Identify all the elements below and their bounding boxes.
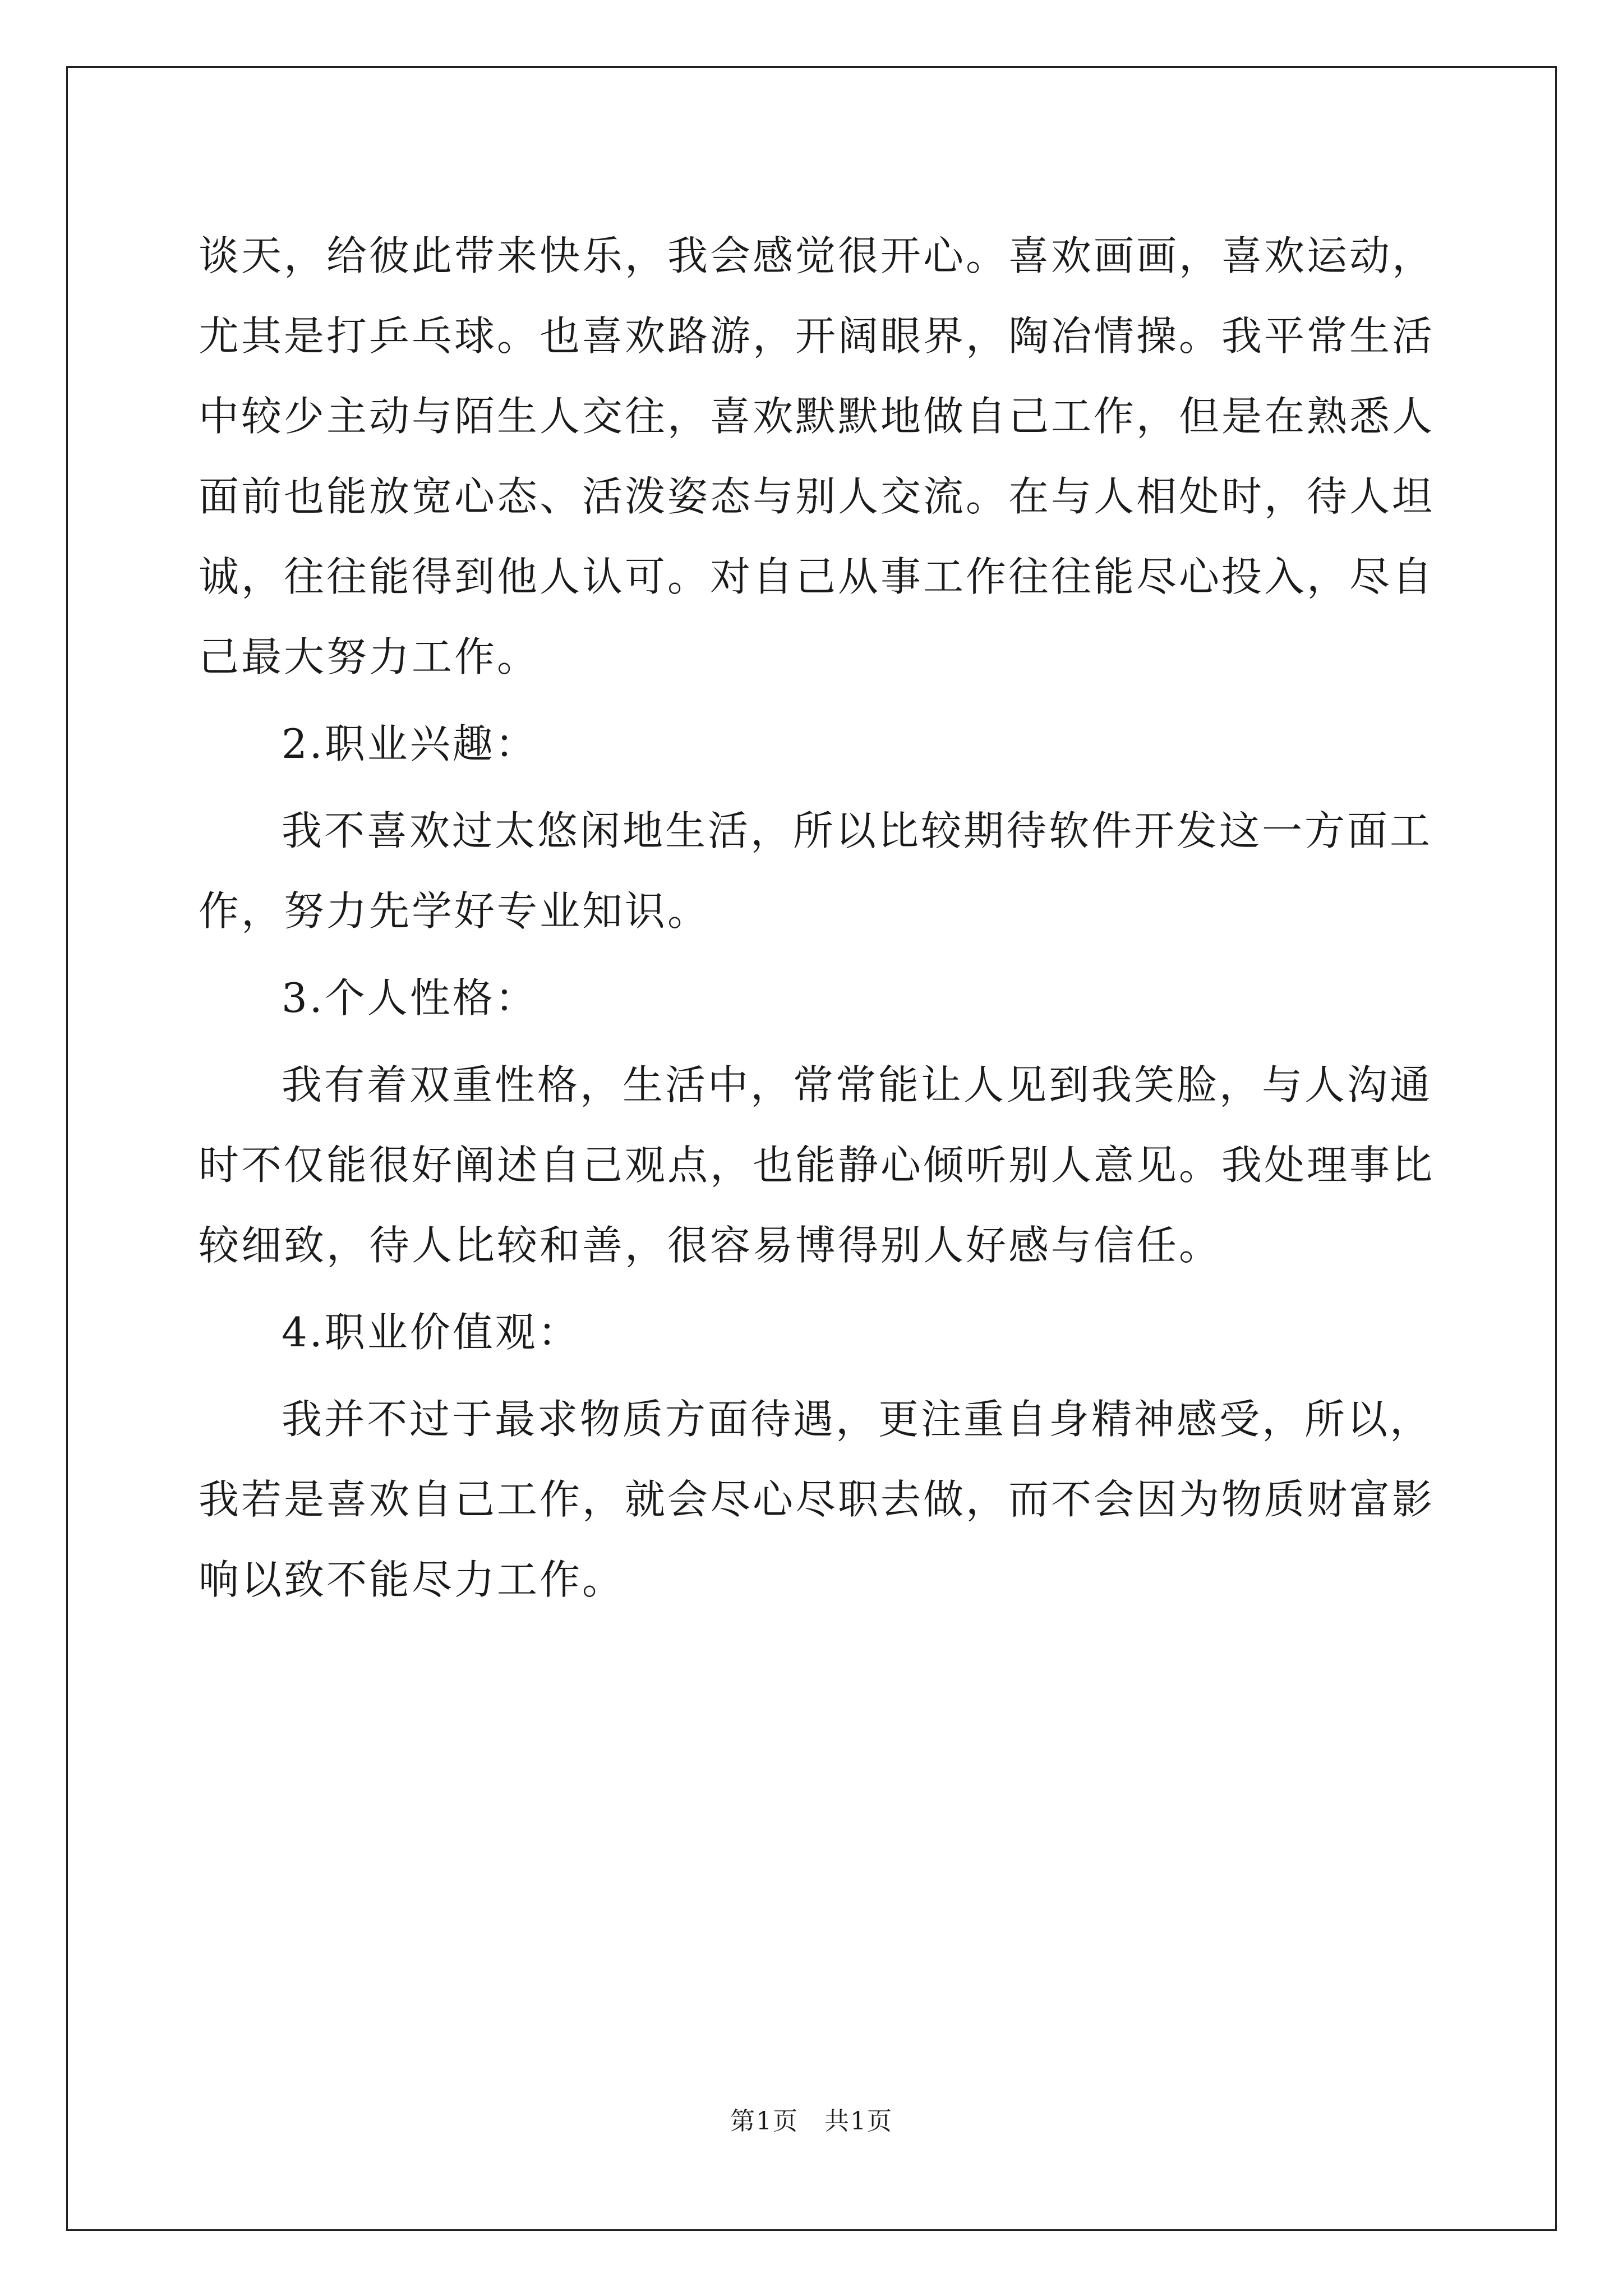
heading-career-interest: 2.职业兴趣： (282, 720, 538, 767)
paragraph-career-interest: 我不喜欢过太悠闲地生活，所以比较期待软件开发这一方面工作，努力先学好专业知识。 (199, 807, 1433, 935)
paragraph-intro-continued: 谈天，给彼此带来快乐，我会感觉很开心。喜欢画画，喜欢运动，尤其是打乒乓球。也喜欢路游，开阔眼界，陶冶情操。我平常生活中较少主动与陌生人交往，喜欢默默地做自己工作，但是在熟悉人面前也能放宽心态、活泼姿态与别人交流。在与人相处时，待人坦诚，往往能得到他人认可。对自己从事工作往往能尽心投入，尽自己最大努力工作。 (199, 232, 1435, 680)
heading-career-values: 4.职业价值观： (282, 1309, 580, 1356)
paragraph-career-values: 我并不过于最求物质方面待遇，更注重自身精神感受，所以，我若是喜欢自己工作，就会尽心尽职去做，而不会因为物质财富影响以致不能尽力工作。 (199, 1396, 1435, 1603)
page-number-footer: 第1页 共1页 (730, 2107, 893, 2136)
heading-personality: 3.个人性格： (282, 974, 538, 1022)
paragraph-personality: 我有着双重性格，生活中，常常能让人见到我笑脸，与人沟通时不仅能很好阐述自己观点，也能静心倾听别人意见。我处理事比较细致，待人比较和善，很容易博得别人好感与信任。 (199, 1061, 1435, 1269)
document-body (199, 216, 1455, 1627)
